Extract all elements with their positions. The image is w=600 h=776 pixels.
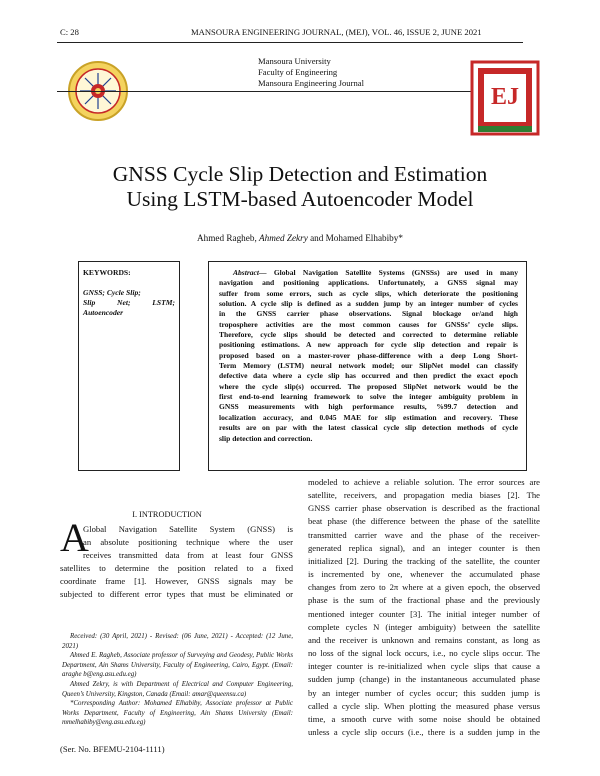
footnotes: [62, 632, 293, 728]
full-lines-line: coordinate frame [1]. However, GNSS signals may be: [60, 576, 293, 587]
drop-cap: A: [60, 515, 89, 560]
right-col-line: GNSS carrier phase observation is described as the fractional: [308, 503, 540, 514]
right-col-line: phase is the sum of the fractional phase and the previously: [308, 595, 540, 606]
abstract-line: in the GNSS carrier phase observations. Signal blockage or/and high: [219, 309, 518, 319]
footnote: Ahmed Zekry, is with Department of Electrical and Computer Engineering, Queen’s University, Kingston, Canada (Email: amar@queensu.ca): [62, 680, 293, 698]
abstract-line: suffer from some errors, such as cycle slips, which deteriorate the positioning: [219, 288, 518, 298]
header-rule: [57, 42, 523, 43]
abstract-line: defective data where a cycle slip has occurred and then predict the exact epoch: [219, 371, 518, 381]
right-col-line: transmitted carrier wave and the phase of the receiver-: [308, 529, 540, 540]
right-col-line: time, a smooth curve with some noise should be obtained: [308, 713, 540, 724]
keyword-net: Net;: [116, 298, 131, 307]
footnote: Received: (30 April, 2021) - Revised: (06 June, 2021) - Accepted: (12 June, 2021): [62, 633, 293, 650]
keywords-label: KEYWORDS:: [83, 268, 131, 277]
abstract-line-0: [219, 268, 518, 278]
intro-full-lines: [60, 562, 293, 601]
journal-name: Mansoura Engineering Journal: [258, 78, 364, 88]
full-lines-line: satellites to determine the position related to a fixed: [60, 563, 293, 573]
author-1: Ahmed Ragheb,: [197, 233, 260, 243]
journal-header: MANSOURA ENGINEERING JOURNAL, (MEJ), VOL. 46, ISSUE 2, JUNE 2021: [191, 27, 482, 37]
right-col-line: complete cycles N (integer ambiguity) between the satellite: [308, 621, 540, 632]
right-col-line: is incremented by one, whenever the accumulated phase: [308, 569, 540, 580]
page-reference: C: 28: [60, 27, 79, 37]
abstract-line: proposed based on a master-rover phase-difference with a deep Long Short-: [219, 350, 518, 360]
institution-block: [258, 56, 378, 89]
keyword-slip: Slip: [83, 298, 96, 307]
abstract-line: results are on par with the latest classical cycle slip detection methods of cycle: [219, 423, 518, 433]
right-col-line: by an integer number of cycles occur; this sudden jump is: [308, 687, 540, 698]
full-lines-line: subjected to different error types that must be eliminated or: [60, 589, 293, 600]
abstract-line: first end-to-end learning framework to solve the integer ambiguity problem in: [219, 392, 518, 402]
abstract-line: Therefore, cycle slips should be detected and corrected to determine reliable: [219, 330, 518, 340]
abstract-label: Abstract—: [233, 268, 267, 277]
abstract-line: positioning estimations. A new approach for cycle slip detection and repair is: [219, 340, 518, 350]
right-col-line: satellite, receivers, and propagation media biases [2]. The: [308, 490, 540, 501]
abstract-line: where the cycle slip(s) occurred. The proposed SlipNet network would be the: [219, 381, 518, 391]
faculty-name: Faculty of Engineering: [258, 67, 338, 77]
keywords-line-2: [83, 298, 175, 308]
abstract-line: localization accuracy, and 0.045 MAE for slip estimation and recovery. These: [219, 412, 518, 422]
abstract-line: solution. A cycle slip is defined as a sudden jump by an integer number of cycles: [219, 299, 518, 309]
journal-logo-text: EJ: [490, 84, 519, 110]
abstract-line-first: Global Navigation Satellite Systems (GNSSs) are used in many: [266, 268, 518, 277]
abstract-line: Term Memory (LSTM) neural network model; our SlipNet model can classify: [219, 361, 518, 371]
right-col-line: generated replica signal), and an integer counter is then: [308, 542, 540, 553]
intro-indented-lines: [83, 523, 293, 562]
abstract-line: slip detection and correction.: [219, 433, 313, 443]
right-col-line: mentioned integer counter [3]. The initial integer number of: [308, 608, 540, 619]
indent-lines-line: an absolute positioning technique where the user: [83, 537, 293, 548]
footnote: *Corresponding Author: Mohamed Elhabiby, Associate professor at Public Works Department, Faculty of Engineering, Ain Shams University (Email: mmelhabiby@eng.asu.edu.eg): [62, 700, 293, 727]
serial-number: (Ser. No. BFEMU-2104-1111): [60, 744, 165, 754]
section-heading: I. INTRODUCTION: [132, 510, 202, 519]
abstract-line: troposphere activities are the most common causes for GNSSs’ cycle slips.: [219, 319, 518, 329]
right-col-line: modeled to achieve a reliable solution. The error sources are: [308, 477, 540, 487]
abstract-box: [208, 261, 527, 471]
keywords-line-1: GNSS; Cycle Slip;: [83, 288, 141, 297]
right-col-line: and the receiver is unknown and remains constant, as long as: [308, 634, 540, 645]
indent-lines-line: Global Navigation Satellite System (GNSS) is: [83, 524, 293, 534]
author-list: [60, 233, 540, 243]
paper-title: [60, 162, 540, 212]
abstract-line: GNSS measurements with high performance results, %99.7 detection and: [219, 402, 518, 412]
title-line-2: Using LSTM-based Autoencoder Model: [126, 187, 474, 211]
author-2: Ahmed Zekry: [259, 233, 308, 243]
right-col-line: changes from zero to 2π where at a given epoch, the observed: [308, 582, 540, 593]
right-col-line: beat phase (the difference between the phase of the satellite: [308, 516, 540, 527]
right-col-line: integer counter is re-initialized when cycle slips that cause a: [308, 661, 540, 672]
keyword-lstm: LSTM;: [152, 298, 175, 307]
author-3: and Mohamed Elhabiby*: [307, 233, 403, 243]
abstract-body: [219, 278, 518, 444]
university-name: Mansoura University: [258, 56, 331, 66]
keywords-line-3: Autoencoder: [83, 308, 124, 317]
right-col-line: sudden jump (change) in the instantaneous accumulated phase: [308, 674, 540, 685]
right-col-line: called a cycle slip. When plotting the measured phase versus: [308, 700, 540, 711]
indent-lines-line: receives transmitted data from at least four GNSS: [83, 550, 293, 561]
keywords-box: [78, 261, 180, 471]
title-line-1: GNSS Cycle Slip Detection and Estimation: [112, 162, 488, 186]
journal-logo: [468, 58, 542, 138]
footnote: Ahmed E. Ragheb, Associate professor of Surveying and Geodesy, Public Works Department, Ain Shams University, Faculty of Engineering, Cairo, Egypt. (Email: araghe b@eng.asu.edu.eg): [62, 652, 293, 679]
institution-rule: [57, 91, 523, 92]
right-column: [308, 476, 540, 739]
right-col-line: unless a cycle slip occurs (i.e., there is a sudden jump in the: [308, 726, 540, 737]
abstract-line: navigation and positioning applications. Unfortunately, a GNSS signal may: [219, 278, 518, 288]
right-col-line: no loss of the signal lock occurs, i.e., no cycle slips occur. The: [308, 648, 540, 659]
right-col-line: initialized [2]. During the tracking of the satellite, the counter: [308, 555, 540, 566]
